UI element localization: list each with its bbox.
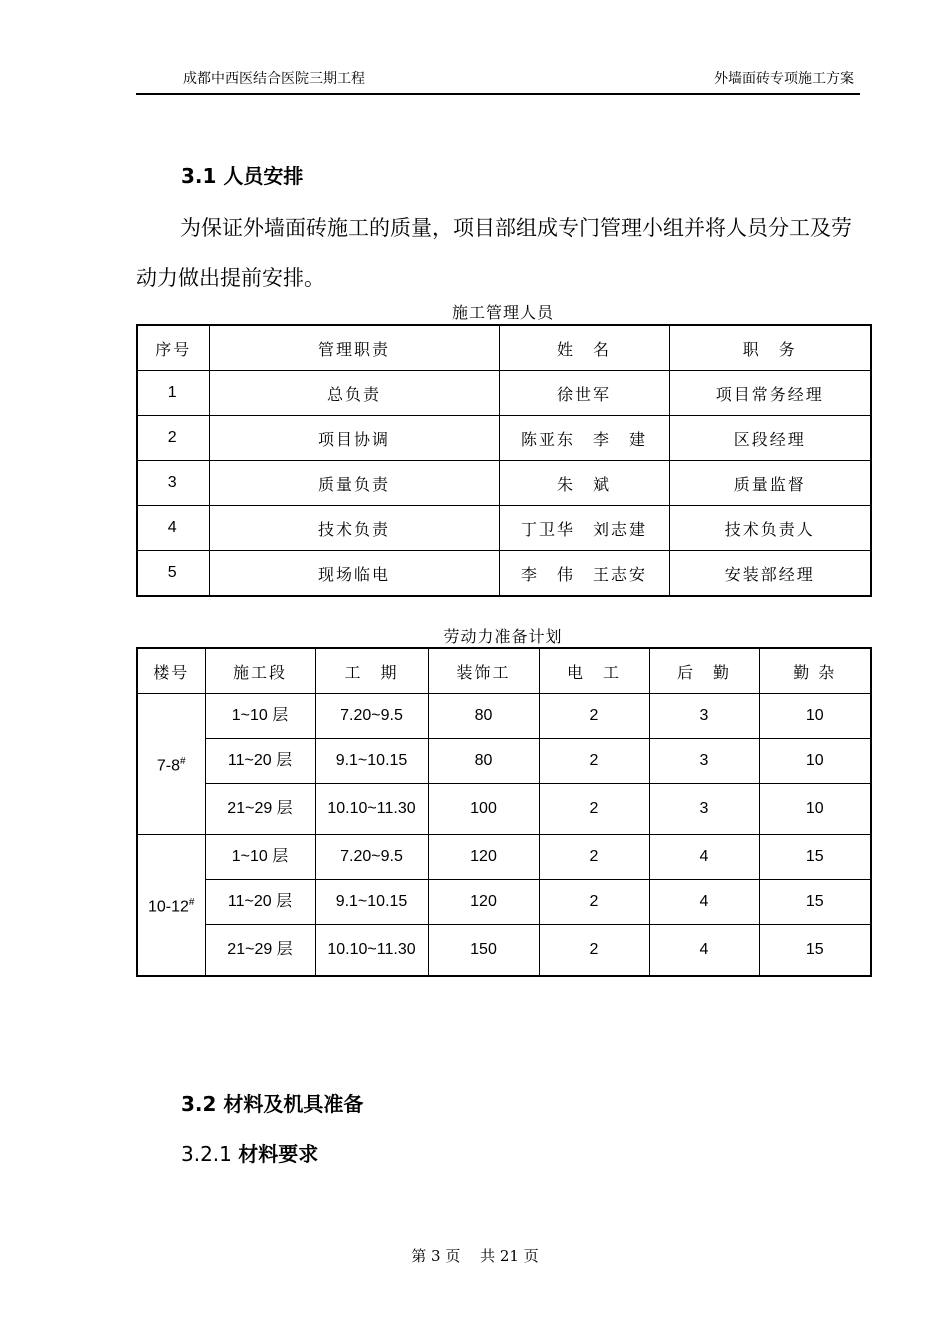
- table-cell: 区段经理: [669, 416, 871, 461]
- staff-table: [136, 324, 872, 597]
- table-cell: 陈亚东 李 建: [499, 416, 669, 461]
- table-cell: 2: [539, 784, 649, 835]
- table-row: [137, 784, 871, 835]
- table-cell: 3: [649, 694, 759, 739]
- section-title: 材料及机具准备: [223, 1092, 364, 1116]
- table-row: [137, 739, 871, 784]
- table-cell: 朱 斌: [499, 461, 669, 506]
- table-row: [137, 880, 871, 925]
- table-cell: 120: [428, 880, 539, 925]
- table-cell: 4: [649, 925, 759, 977]
- section-title: 材料要求: [238, 1142, 319, 1166]
- header-cell: 职 务: [669, 325, 871, 371]
- table-cell: 21~29 层: [205, 784, 315, 835]
- building-mark: #: [180, 755, 186, 767]
- header-rule: [136, 93, 860, 95]
- table-cell: 11~20 层: [205, 739, 315, 784]
- header-cell: 序号: [137, 325, 209, 371]
- table-cell: 100: [428, 784, 539, 835]
- table-cell: 李 伟 王志安: [499, 551, 669, 597]
- table-cell: 徐世军: [499, 371, 669, 416]
- table-cell: 5: [137, 551, 209, 597]
- table-cell: 120: [428, 835, 539, 880]
- section-3-1-heading: [181, 160, 303, 189]
- table-row: [137, 835, 871, 880]
- table-cell: 1~10 层: [205, 694, 315, 739]
- table-cell: 质量监督: [669, 461, 871, 506]
- table-cell: 4: [649, 835, 759, 880]
- header-cell: 姓 名: [499, 325, 669, 371]
- table-cell: 质量负责: [209, 461, 499, 506]
- table-cell: 21~29 层: [205, 925, 315, 977]
- table-cell: 10.10~11.30: [315, 784, 428, 835]
- table-cell: 10: [759, 739, 871, 784]
- table-row: [137, 506, 871, 551]
- table-cell: 技术负责: [209, 506, 499, 551]
- table-cell: 80: [428, 739, 539, 784]
- staff-table-caption: 施工管理人员: [451, 303, 554, 322]
- table-cell: 10: [759, 694, 871, 739]
- table-cell: 安装部经理: [669, 551, 871, 597]
- table-cell: 丁卫华 刘志建: [499, 506, 669, 551]
- section-3-2-heading: [181, 1088, 363, 1117]
- table-cell: 3: [137, 461, 209, 506]
- table-cell: 9.1~10.15: [315, 880, 428, 925]
- table-row: [137, 416, 871, 461]
- table-row: [137, 371, 871, 416]
- page-footer: 第 3 页 共 21 页: [411, 1247, 539, 1265]
- labor-table: [136, 647, 872, 977]
- section-title: 人员安排: [223, 164, 304, 188]
- table-row: [137, 551, 871, 597]
- table-cell: 80: [428, 694, 539, 739]
- table-cell: 项目协调: [209, 416, 499, 461]
- table-header-row: [137, 325, 871, 371]
- table-cell: 2: [539, 880, 649, 925]
- table-cell: 2: [539, 694, 649, 739]
- labor-table-caption: 劳动力准备计划: [443, 627, 563, 646]
- table-cell: 4: [649, 880, 759, 925]
- table-cell: 总负责: [209, 371, 499, 416]
- table-cell: 2: [539, 835, 649, 880]
- table-cell: 15: [759, 925, 871, 977]
- building-cell: [137, 694, 205, 835]
- building-number: 10-12: [148, 898, 189, 916]
- table-cell: 项目常务经理: [669, 371, 871, 416]
- table-cell: 3: [649, 784, 759, 835]
- table-cell: 10.10~11.30: [315, 925, 428, 977]
- header-cell: 工 期: [315, 648, 428, 694]
- section-3-1-paragraph: 为保证外墙面砖施工的质量，项目部组成专门管理小组并将人员分工及劳动力做出提前安排。: [136, 216, 852, 290]
- header-cell: 电 工: [539, 648, 649, 694]
- page-header-right: 外墙面砖专项施工方案: [714, 71, 854, 87]
- table-row: [137, 461, 871, 506]
- table-cell: 2: [539, 925, 649, 977]
- section-number: 3.2: [181, 1092, 217, 1116]
- table-cell: 现场临电: [209, 551, 499, 597]
- section-3-2-1-heading: [181, 1138, 318, 1167]
- table-cell: 150: [428, 925, 539, 977]
- table-cell: 1~10 层: [205, 835, 315, 880]
- table-cell: 7.20~9.5: [315, 835, 428, 880]
- section-number: 3.2.1: [181, 1142, 232, 1166]
- table-cell: 7.20~9.5: [315, 694, 428, 739]
- table-cell: 15: [759, 880, 871, 925]
- building-mark: #: [188, 896, 195, 908]
- table-cell: 2: [539, 739, 649, 784]
- header-cell: 后 勤: [649, 648, 759, 694]
- table-cell: 4: [137, 506, 209, 551]
- table-cell: 2: [137, 416, 209, 461]
- header-cell: 楼号: [137, 648, 205, 694]
- building-cell: [137, 835, 205, 977]
- header-cell: 装饰工: [428, 648, 539, 694]
- header-cell: 管理职责: [209, 325, 499, 371]
- building-number: 7-8: [156, 757, 181, 775]
- table-cell: 技术负责人: [669, 506, 871, 551]
- table-row: [137, 925, 871, 977]
- table-cell: 15: [759, 835, 871, 880]
- header-cell: 勤 杂: [759, 648, 871, 694]
- page-header-left: 成都中西医结合医院三期工程: [183, 71, 365, 87]
- table-cell: 9.1~10.15: [315, 739, 428, 784]
- section-number: 3.1: [181, 164, 217, 188]
- table-cell: 1: [137, 371, 209, 416]
- header-cell: 施工段: [205, 648, 315, 694]
- table-header-row: [137, 648, 871, 694]
- table-cell: 10: [759, 784, 871, 835]
- table-cell: 11~20 层: [205, 880, 315, 925]
- table-row: [137, 694, 871, 739]
- table-cell: 3: [649, 739, 759, 784]
